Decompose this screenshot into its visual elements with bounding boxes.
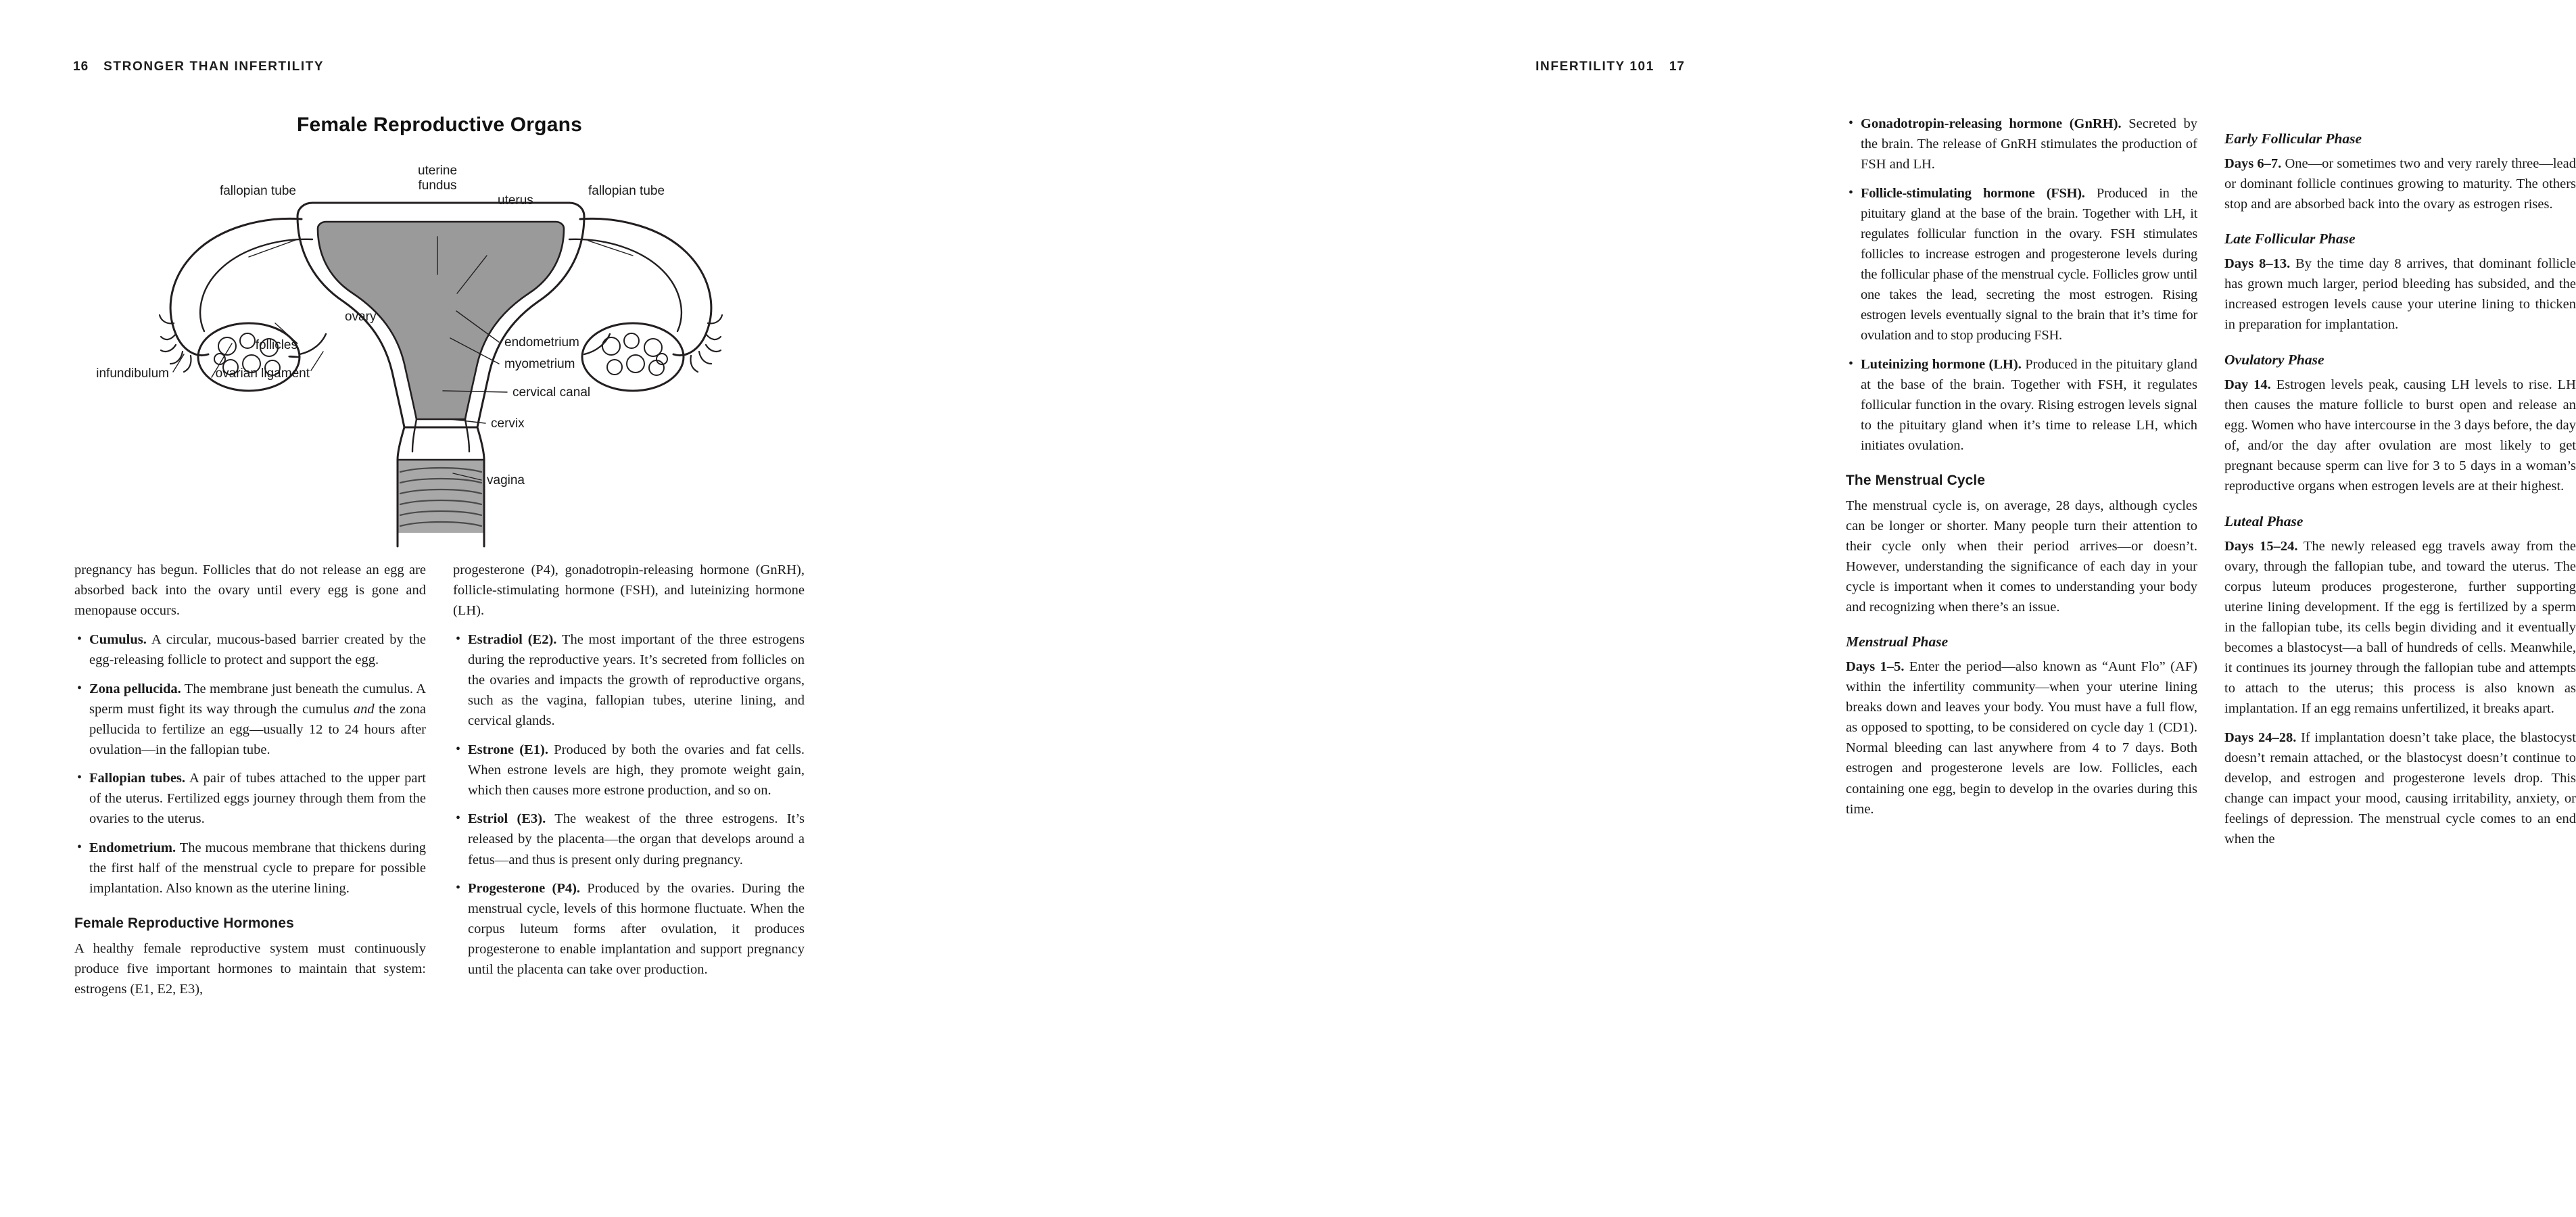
- right-running-head: [1535, 59, 1685, 74]
- bullet-progesterone-term: Progesterone (P4).: [468, 881, 581, 897]
- bullet-zona-pellucida-italic: and: [353, 701, 375, 717]
- bullet-endometrium: [74, 838, 426, 899]
- svg-text:cervical canal: cervical canal: [512, 385, 591, 400]
- bullet-fallopian-tubes-text: A pair of tubes attached to the upper part of the uterus. Fertilized eggs journey through them from the ovaries to the uterus.: [89, 771, 426, 827]
- svg-text:uterus: uterus: [498, 193, 533, 208]
- bullet-estriol-text: The weakest of the three estrogens. It’s released by the placenta—the organ that develops around a fetus—and thus is present only during pregnancy.: [468, 811, 805, 867]
- menstrual-phase-body: [1846, 657, 2197, 819]
- right-column-2: [2224, 114, 2576, 849]
- svg-text:uterine: uterine: [417, 164, 458, 178]
- bullet-fallopian-tubes-term: Fallopian tubes.: [89, 771, 186, 786]
- bullet-estradiol: [453, 629, 805, 731]
- bullet-estriol: [453, 809, 805, 869]
- svg-text:fundus: fundus: [418, 178, 457, 193]
- svg-text:fallopian tube: fallopian tube: [588, 184, 665, 198]
- late-follicular-body: [2224, 254, 2576, 335]
- heading-luteal-phase: Luteal Phase: [2224, 512, 2304, 529]
- svg-text:cervix: cervix: [491, 416, 525, 431]
- bullet-estradiol-term: Estradiol (E2).: [468, 631, 557, 647]
- bullet-estrone: [453, 740, 805, 801]
- right-page-columns: [1846, 114, 2576, 849]
- menstrual-phase-days: Days 1–5.: [1846, 659, 1905, 675]
- heading-the-menstrual-cycle: The Menstrual Cycle: [1846, 472, 1986, 488]
- bullet-gnrh: [1846, 114, 2197, 174]
- bullet-cumulus-term: Cumulus.: [89, 631, 147, 647]
- svg-text:ovary: ovary: [345, 310, 377, 324]
- ovulatory-days: Day 14.: [2224, 377, 2271, 392]
- bullet-estriol-term: Estriol (E3).: [468, 811, 546, 827]
- svg-text:infundibulum: infundibulum: [96, 366, 169, 381]
- svg-text:myometrium: myometrium: [504, 357, 575, 371]
- right-running-head-text: INFERTILITY 101: [1535, 59, 1654, 74]
- left-column-2: [453, 560, 805, 999]
- menstrual-phase-text: Enter the period—also known as “Aunt Flo” (AF) within the infertility community—when your uterine lining breaks down and leaves your body. You must have a full flow, as opposed to spotting, to be considered on cycle day 1 (CD1). Normal bleeding can last anywhere from 4 to 7 days. Both estrogen and progesterone levels are low. Follicles, each containing one egg, begin to develop in the ovaries during this time.: [1846, 659, 2197, 817]
- early-follicular-days: Days 6–7.: [2224, 156, 2282, 171]
- heading-menstrual-phase: Menstrual Phase: [1846, 634, 1949, 650]
- bullet-estrone-text: Produced by both the ovaries and fat cells. When estrone levels are high, they promote weight gain, which then causes more estrone production, and so on.: [468, 742, 805, 798]
- bullet-zona-pellucida-text-pre: The membrane just beneath the cumulus. A sperm must fight its way through the cumulus: [89, 681, 426, 717]
- svg-text:endometrium: endometrium: [504, 335, 579, 350]
- bullet-endometrium-text: The mucous membrane that thickens during the first half of the menstrual cycle to prepare for possible implantation. Also known as the uterine lining.: [89, 840, 426, 897]
- late-follicular-days: Days 8–13.: [2224, 256, 2291, 272]
- left-page-columns: [74, 560, 805, 999]
- early-follicular-body: [2224, 153, 2576, 214]
- bullet-zona-pellucida: [74, 679, 426, 760]
- left-col1-hormones-text: A healthy female reproductive system must continuously produce five important hormones to maintain that system: estrogens (E1, E2, E3),: [74, 940, 426, 997]
- bullet-estrone-term: Estrone (E1).: [468, 742, 548, 757]
- bullet-zona-pellucida-text-post: the zona pellucida to fertilize an egg—usually 12 to 24 hours after ovulation—in the fallopian tube.: [89, 701, 426, 757]
- early-follicular-text: One—or sometimes two and very rarely three—lead or dominant follicle continues growing to maturity. The others stop and are absorbed back into the ovary as estrogen rises.: [2224, 156, 2576, 212]
- bullet-gnrh-text: Secreted by the brain. The release of GnRH stimulates the production of FSH and LH.: [1861, 116, 2197, 172]
- right-col1-cycle-text: The menstrual cycle is, on average, 28 days, although cycles can be longer or shorter. Many people turn their attention to their cycle only when their period arrives—or doesn’t. However, understanding the significance of each day in your cycle is important when it comes to understanding your body and recognizing when there’s an issue.: [1846, 498, 2197, 615]
- left-page: [0, 0, 879, 1217]
- left-running-head: [73, 59, 324, 74]
- left-column-1: [74, 560, 426, 999]
- svg-text:follicles: follicles: [255, 338, 297, 352]
- late-follicular-text: By the time day 8 arrives, that dominant follicle has grown much larger, period bleeding has subsided, and the increased estrogen levels cause your uterine lining to thicken in preparation for implantation.: [2224, 256, 2576, 333]
- bullet-fsh-text: Produced in the pituitary gland at the base of the brain. Together with LH, it regulates follicular function in the ovary. FSH stimulates follicles to increase estrogen and progesterone levels during the follicular phase of the menstrual cycle. Follicles grow until one takes the lead, secreting the most estrogen. Rising estrogen levels eventually signal to the brain that it’s time for ovulation and to stop producing FSH.: [1861, 185, 2197, 343]
- right-folio: 17: [1669, 59, 1685, 74]
- bullet-gnrh-term: Gonadotropin-releasing hormone (GnRH).: [1861, 116, 2122, 131]
- bullet-progesterone: [453, 878, 805, 980]
- final-days-body: [2224, 727, 2576, 849]
- bullet-cumulus: [74, 629, 426, 670]
- bullet-estradiol-text: The most important of the three estrogens during the reproductive years. It’s secreted from follicles on the ovaries and impacts the growth of reproductive organs, such as the vagina, fallopian tubes, uterine lining, and cervical glands.: [468, 631, 805, 728]
- heading-late-follicular-phase: Late Follicular Phase: [2224, 231, 2356, 247]
- bullet-endometrium-term: Endometrium.: [89, 840, 176, 856]
- luteal-days: Days 15–24.: [2224, 538, 2298, 554]
- heading-early-follicular-phase: Early Follicular Phase: [2224, 130, 2362, 147]
- ovulatory-body: [2224, 375, 2576, 496]
- luteal-text: The newly released egg travels away from the ovary, through the fallopian tube, and toward the uterus. The corpus luteum produces progesterone, further supporting uterine lining development. If the egg is fertilized by a sperm in the fallopian tube, its cells begin dividing and it eventually becomes a blastocyst—a ball of hundreds of cells. Meanwhile, it continues its journey through the fallopian tube and attempts to attach to the uterus; this process is also known as implantation. If an egg remains unfertilized, it breaks apart.: [2224, 538, 2576, 716]
- bullet-fsh: [1846, 183, 2197, 345]
- bullet-fsh-term: Follicle-stimulating hormone (FSH).: [1861, 185, 2085, 201]
- left-folio: 16: [73, 59, 89, 74]
- bullet-lh-term: Luteinizing hormone (LH).: [1861, 356, 2022, 372]
- final-days-label: Days 24–28.: [2224, 730, 2297, 745]
- final-days-text: If implantation doesn’t take place, the blastocyst doesn’t remain attached, or the blastocyst doesn’t continue to develop, and estrogen and progesterone levels drop. This change can impact your mood, causing irritability, anxiety, or feelings of depression. The menstrual cycle comes to an end when the: [2224, 730, 2576, 846]
- heading-female-reproductive-hormones: Female Reproductive Hormones: [74, 915, 294, 932]
- figure-title: Female Reproductive Organs: [297, 114, 582, 136]
- left-running-head-text: STRONGER THAN INFERTILITY: [103, 59, 325, 74]
- bullet-lh-text: Produced in the pituitary gland at the base of the brain. Together with FSH, it regulates follicular function in the ovary. Rising estrogen levels signal to the pituitary gland when it’s time to release LH, which initiates ovulation.: [1861, 356, 2197, 453]
- ovulatory-text: Estrogen levels peak, causing LH levels to rise. LH then causes the mature follicle to burst open and release an egg. Women who have intercourse in the 3 days before, the day of, and/or the day after ovulation are most likely to get pregnant because sperm can live for 3 to 5 days in a woman’s reproductive organs when estrogen levels are at their highest.: [2224, 377, 2576, 494]
- heading-ovulatory-phase: Ovulatory Phase: [2224, 351, 2324, 368]
- female-reproductive-organs-diagram: [74, 154, 805, 546]
- bullet-cumulus-text: A circular, mucous-based barrier created by the egg-releasing follicle to protect and support the egg.: [89, 631, 426, 667]
- bullet-zona-pellucida-term: Zona pellucida.: [89, 681, 181, 696]
- right-column-1: [1846, 114, 2197, 849]
- bullet-fallopian-tubes: [74, 768, 426, 829]
- right-page: [879, 0, 2576, 1217]
- svg-text:fallopian tube: fallopian tube: [219, 184, 296, 198]
- luteal-body: [2224, 536, 2576, 719]
- left-col1-intro: pregnancy has begun. Follicles that do not release an egg are absorbed back into the ovary until every egg is gone and menopause occurs.: [74, 563, 426, 619]
- left-col2-intro: progesterone (P4), gonadotropin-releasing hormone (GnRH), follicle-stimulating hormone (FSH), and luteinizing hormone (LH).: [453, 563, 805, 619]
- svg-text:vagina: vagina: [487, 473, 525, 487]
- svg-text:ovarian ligament: ovarian ligament: [215, 366, 310, 381]
- bullet-progesterone-text: Produced by the ovaries. During the menstrual cycle, levels of this hormone fluctuate. When the corpus luteum forms after ovulation, it produces progesterone to enable implantation and support pregnancy until the placenta can take over production.: [468, 881, 805, 978]
- bullet-lh: [1846, 354, 2197, 456]
